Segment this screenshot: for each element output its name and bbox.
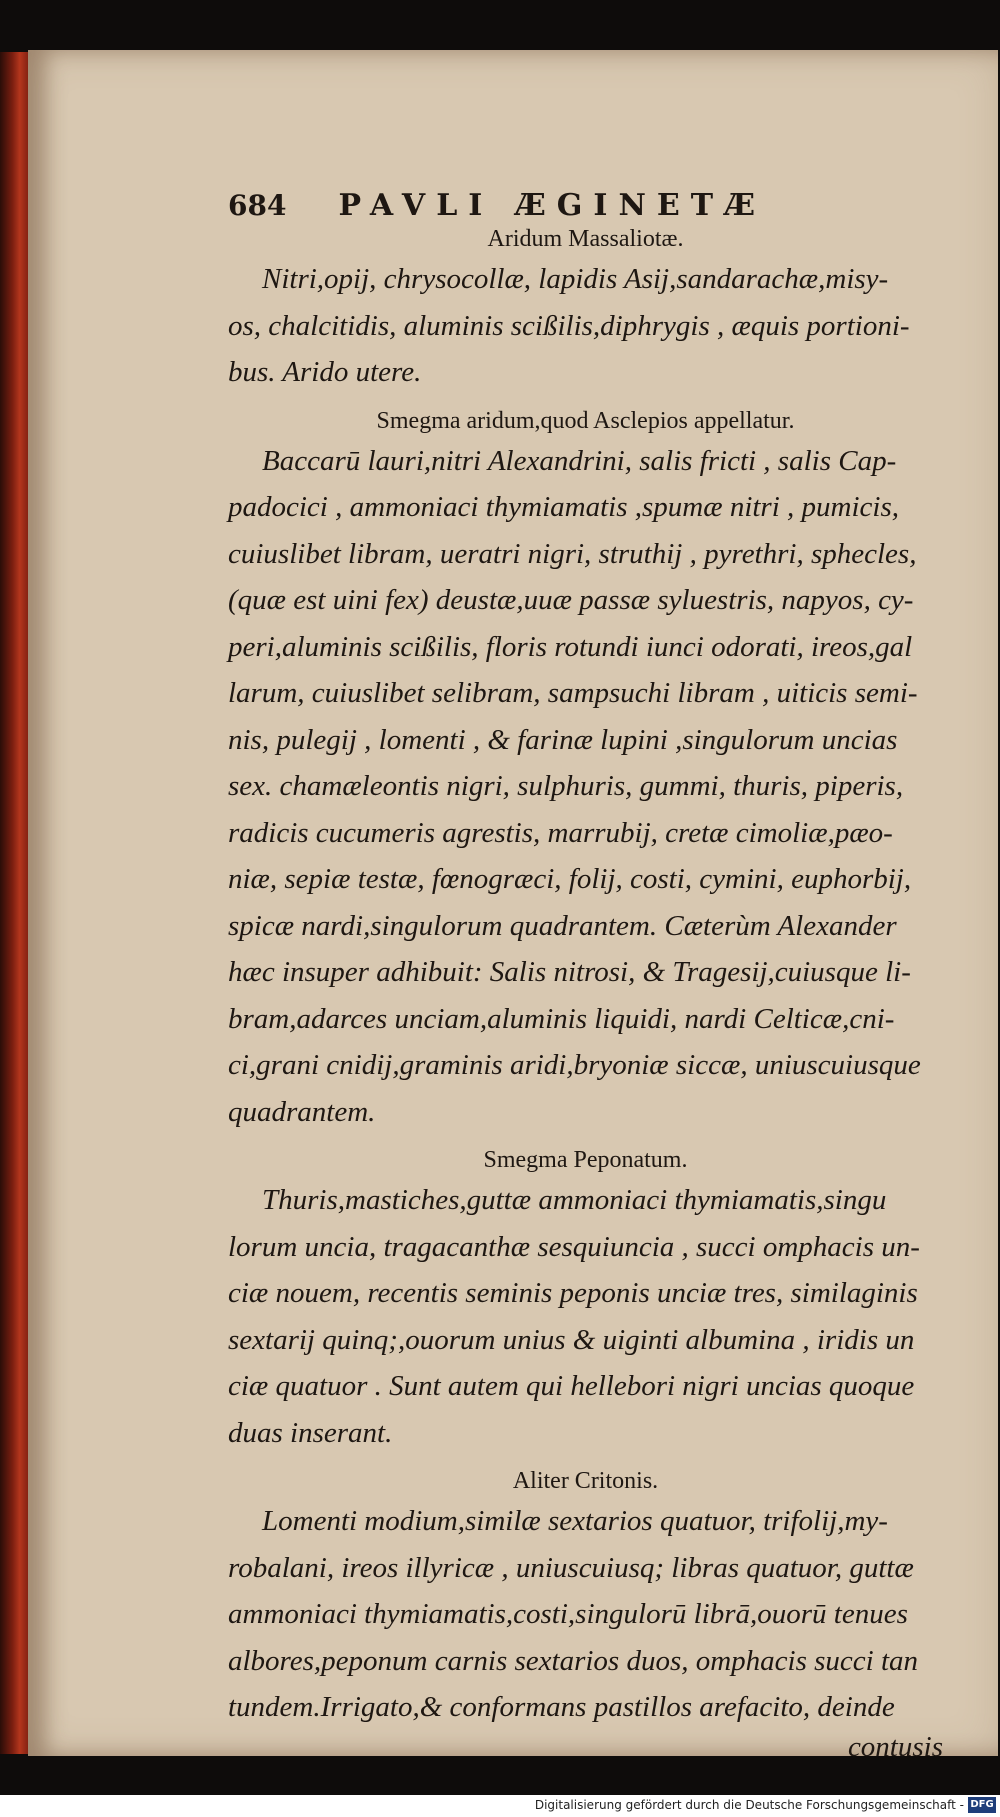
- text-line: quadrantem.: [228, 1095, 376, 1128]
- text-line: bus. Arido utere.: [228, 356, 422, 388]
- text-line: albores,peponum carnis sextarios duos, omphacis succi tan: [228, 1644, 919, 1677]
- text-line: ammoniaci thymiamatis,costi,singulorū librā,ouorū tenues: [228, 1598, 908, 1630]
- section-heading: Aridum Massaliotæ.: [487, 226, 684, 252]
- text-line: radicis cucumeris agrestis, marrubij, cretæ cimoliæ,pæo-: [228, 816, 893, 849]
- text-line: ciæ quatuor . Sunt autem qui hellebori nigri uncias quoque: [228, 1370, 915, 1402]
- text-line: ciæ nouem, recentis seminis peponis unciæ tres, similaginis: [228, 1277, 918, 1309]
- section-smegma-aridum: [228, 404, 943, 1136]
- section-aridum-massaliotae: [228, 222, 943, 396]
- text-line: Thuris,mastiches,guttæ ammoniaci thymiamatis,singu: [262, 1184, 887, 1216]
- text-block: [228, 188, 943, 1777]
- text-line: lorum uncia, tragacanthæ sesquiuncia , succi omphacis un-: [228, 1230, 920, 1263]
- text-line: (quæ est uini fex) deustæ,uuæ passæ syluestris, napyos, cy-: [228, 584, 914, 616]
- text-line: Lomenti modium,similæ sextarios quatuor, trifolij,my-: [262, 1505, 888, 1537]
- section-body: [228, 438, 943, 1136]
- text-line: cuiuslibet libram, ueratri nigri, struthij , pyrethri, sphecles,: [228, 537, 917, 570]
- text-line: nis, pulegij , lomenti , & farinæ lupini ,singulorum uncias: [228, 723, 898, 756]
- footer-credit: Digitalisierung gefördert durch die Deutsche Forschungsgemeinschaft -: [534, 1798, 964, 1812]
- section-heading: Smegma Peponatum.: [483, 1147, 688, 1173]
- text-line: larum, cuiuslibet selibram, sampsuchi libram , uiticis semi-: [228, 677, 918, 709]
- book-page: [28, 50, 998, 1763]
- catchword: contusis: [847, 1730, 943, 1763]
- text-line: hæc insuper adhibuit: Salis nitrosi, & Tragesij,cuiusque li-: [228, 956, 911, 988]
- dfg-logo: DFG: [968, 1797, 996, 1813]
- section-heading: Aliter Critonis.: [512, 1468, 659, 1494]
- digitization-footer: [0, 1795, 1000, 1817]
- text-line: sextarij quinq;,ouorum unius & uiginti albumina , iridis un: [228, 1323, 915, 1356]
- text-line: ci,grani cnidij,graminis aridi,bryoniæ siccæ, uniuscuiusque: [228, 1049, 921, 1081]
- page-number: 684: [228, 189, 287, 222]
- text-line: Nitri,opij, chrysocollæ, lapidis Asij,sandarachæ,misy-: [262, 263, 889, 295]
- section-heading: Smegma aridum,quod Asclepios appellatur.: [376, 407, 795, 434]
- text-line: robalani, ireos illyricæ , uniuscuiusq; libras quatuor, guttæ: [228, 1551, 914, 1584]
- text-line: tundem.Irrigato,& conformans pastillos arefacito, deinde: [228, 1691, 895, 1723]
- text-line: spicæ nardi,singulorum quadrantem. Cæterùm Alexander: [228, 909, 897, 942]
- section-body: [228, 1177, 943, 1456]
- section-smegma-peponatum: [228, 1143, 943, 1456]
- text-line: Baccarū lauri,nitri Alexandrini, salis fricti , salis Cap-: [262, 444, 897, 477]
- text-line: niæ, sepiæ testæ, fœnogræci, folij, costi, cymini, euphorbij,: [228, 863, 912, 895]
- text-line: padocici , ammoniaci thymiamatis ,spumæ nitri , pumicis,: [228, 491, 899, 523]
- text-line: peri,aluminis scißilis, floris rotundi iunci odorati, ireos,gal: [228, 630, 913, 663]
- text-line: sex. chamæleontis nigri, sulphuris, gummi, thuris, piperis,: [228, 770, 904, 802]
- running-title: PAVLI ÆGINETÆ: [338, 188, 767, 223]
- section-body: [228, 256, 943, 396]
- section-aliter-critonis: [228, 1464, 943, 1777]
- section-body: [228, 1498, 943, 1731]
- text-line: bram,adarces unciam,aluminis liquidi, nardi Celticæ,cni-: [228, 1002, 895, 1035]
- text-line: os, chalcitidis, aluminis scißilis,diphrygis , æquis portioni-: [228, 309, 910, 342]
- text-line: duas inserant.: [228, 1416, 393, 1449]
